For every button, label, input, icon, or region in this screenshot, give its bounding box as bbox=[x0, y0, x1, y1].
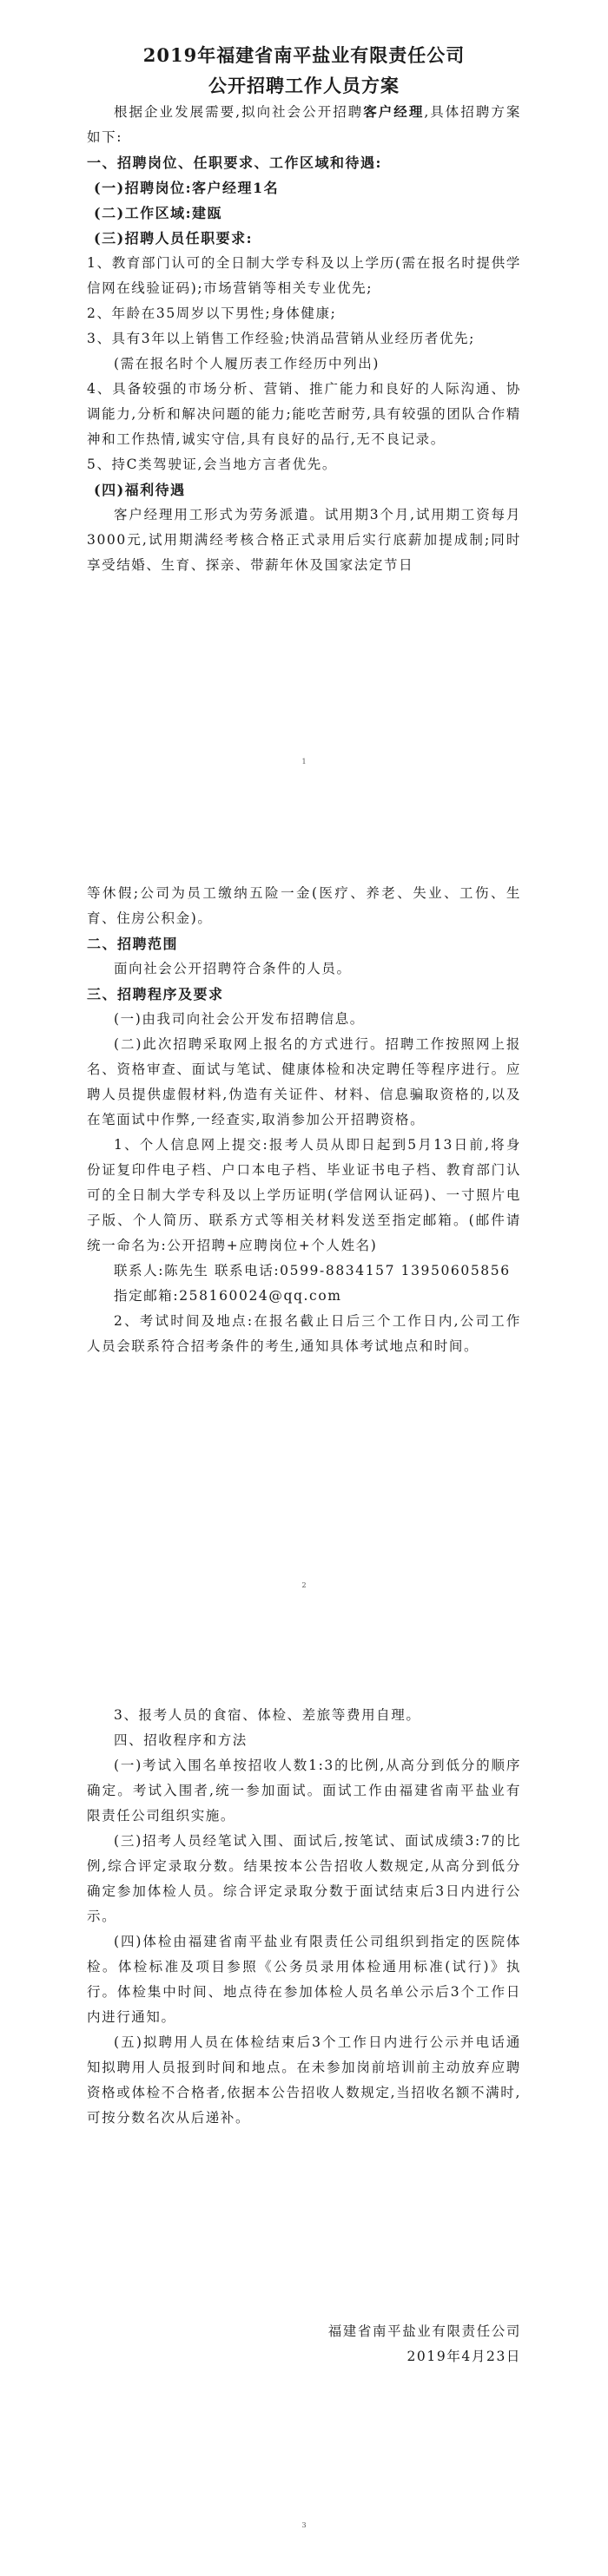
requirement-2: 2、年龄在35周岁以下男性;身体健康; bbox=[87, 306, 337, 321]
subheading-welfare: (四)福利待遇 bbox=[94, 482, 186, 498]
page2-body bbox=[87, 881, 521, 1359]
section-heading-4: 四、招收程序和方法 bbox=[114, 1732, 248, 1748]
page3-body bbox=[87, 1703, 521, 2131]
requirement-3: 3、具有3年以上销售工作经验;快消品营销从业经历者优先; bbox=[87, 331, 475, 346]
requirement-4: 4、具备较强的市场分析、营销、推广能力和良好的人际沟通、协调能力,分析和解决问题的能力;能吃苦耐劳,具有较强的团队合作精神和工作热情,诚实守信,具有良好的品行,无不良记录。 bbox=[87, 381, 521, 447]
procedure-3: 1、个人信息网上提交:报考人员从即日起到5月13日前,将身份证复印件电子档、户口本电子档、毕业证书电子档、教育部门认可的全日制大学专科及以上学历证明(学信网认证码)、一寸照片电子版、个人简历、联系方式等相关材料发送至指定邮箱。(邮件请统一命名为:公开招聘+应聘岗位+个人姓名) bbox=[87, 1137, 521, 1253]
page-number-3: 3 bbox=[301, 2521, 307, 2529]
intro-paragraph bbox=[87, 99, 521, 150]
procedure-5: 3、报考人员的食宿、体检、差旅等费用自理。 bbox=[114, 1707, 421, 1723]
procedure-2: (二)此次招聘采取网上报名的方式进行。招聘工作按照网上报名、资格审查、面试与笔试、健康体检和决定聘任等程序进行。应聘人员提供虚假材料,伪造有关证件、材料、信息骗取资格的,以及在笔面试中作弊,一经查实,取消参加公开招聘资格。 bbox=[87, 1036, 521, 1127]
welfare-continued: 等休假;公司为员工缴纳五险一金(医疗、养老、失业、工伤、生育、住房公积金)。 bbox=[87, 885, 521, 926]
section-heading-3: 三、招聘程序及要求 bbox=[87, 986, 224, 1002]
subheading-work-area: (二)工作区域:建瓯 bbox=[94, 205, 223, 221]
page-number-1: 1 bbox=[301, 758, 307, 766]
subheading-position: (一)招聘岗位:客户经理1名 bbox=[94, 180, 280, 196]
subheading-requirements: (三)招聘人员任职要求: bbox=[94, 230, 254, 246]
section-heading-2: 二、招聘范围 bbox=[87, 936, 179, 952]
intro-text-bold: 客户经理 bbox=[363, 103, 425, 120]
method-1: (一)考试入围名单按招收人数1:3的比例,从高分到低分的顺序确定。考试入围者,统一参加面试。面试工作由福建省南平盐业有限责任公司组织实施。 bbox=[87, 1758, 521, 1824]
intro-text-b: ,具体招聘方案如下: bbox=[87, 104, 521, 145]
scope-paragraph: 面向社会公开招聘符合条件的人员。 bbox=[114, 961, 352, 976]
procedure-1: (一)由我司向社会公开发布招聘信息。 bbox=[114, 1011, 365, 1027]
method-5: (五)拟聘用人员在体检结束后3个工作日内进行公示并电话通知拟聘用人员报到时间和地点。在未参加岗前培训前主动放弃应聘资格或体检不合格者,依据本公告招收人数规定,当招收名额不满时,可按分数名次从后递补。 bbox=[87, 2034, 521, 2126]
method-3: (三)招考人员经笔试入围、面试后,按笔试、面试成绩3:7的比例,综合评定录取分数。结果按本公告招收人数规定,从高分到低分确定参加体检人员。综合评定录取分数于面试结束后3日内进行公示。 bbox=[87, 1833, 521, 1924]
procedure-4: 2、考试时间及地点:在报名截止日后三个工作日内,公司工作人员会联系符合招考条件的考生,通知具体考试地点和时间。 bbox=[87, 1313, 521, 1354]
signature-date: 2019年4月23日 bbox=[406, 2349, 521, 2364]
contact-line: 联系人:陈先生 联系电话:0599-8834157 13950605856 bbox=[114, 1263, 511, 1278]
intro-text-a: 根据企业发展需要,拟向社会公开招聘 bbox=[114, 104, 364, 120]
requirement-1: 1、教育部门认可的全日制大学专科及以上学历(需在报名时提供学信网在线验证码);市场营销等相关专业优先; bbox=[87, 255, 521, 296]
doc-title-line1: 2019年福建省南平盐业有限责任公司 bbox=[142, 44, 466, 66]
requirement-3-note: (需在报名时个人履历表工作经历中列出) bbox=[114, 356, 380, 371]
page1-body bbox=[87, 99, 521, 578]
method-4: (四)体检由福建省南平盐业有限责任公司组织到指定的医院体检。体检标准及项目参照《公务员录用体检通用标准(试行)》执行。体检集中时间、地点待在参加体检人员名单公示后3个工作日内进行通知。 bbox=[87, 1934, 521, 2025]
page-number-2: 2 bbox=[301, 1581, 307, 1589]
email-line: 指定邮箱:258160024@qq.com bbox=[114, 1288, 342, 1304]
requirement-5: 5、持C类驾驶证,会当地方言者优先。 bbox=[87, 457, 337, 472]
doc-title-line2: 公开招聘工作人员方案 bbox=[208, 75, 400, 96]
section-heading-1: 一、招聘岗位、任职要求、工作区域和待遇: bbox=[87, 154, 382, 171]
signature-block bbox=[287, 2319, 521, 2369]
welfare-paragraph: 客户经理用工形式为劳务派遣。试用期3个月,试用期工资每月3000元,试用期满经考核合格正式录用后实行底薪加提成制;同时享受结婚、生育、探亲、带薪年休及国家法定节日 bbox=[87, 507, 521, 573]
signature-company: 福建省南平盐业有限责任公司 bbox=[327, 2323, 521, 2339]
